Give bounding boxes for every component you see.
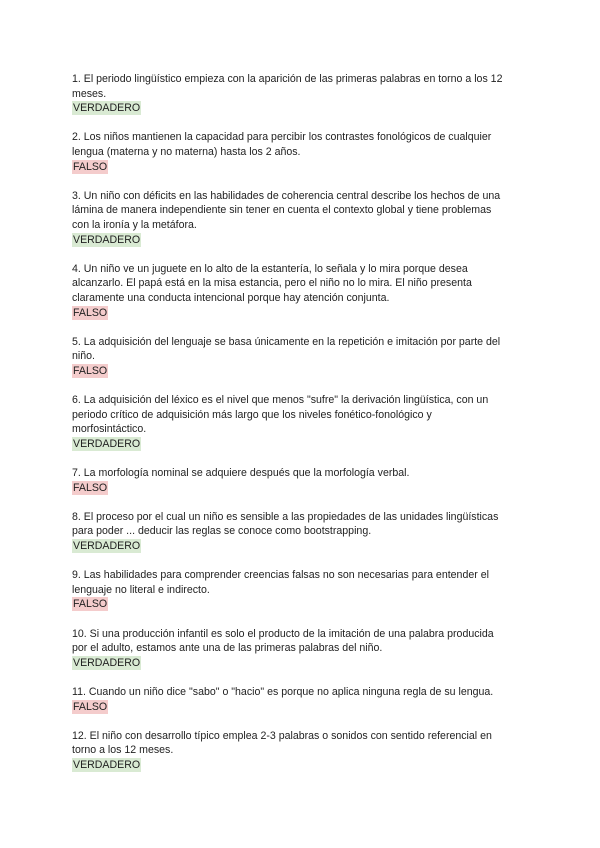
question-item: [72, 189, 532, 247]
question-text-line: 9. Las habilidades para comprender creencias falsas no son necesarias para entender el: [72, 569, 489, 582]
question-text-line: niño.: [72, 350, 95, 363]
question-item: [72, 72, 532, 116]
question-item: [72, 685, 532, 714]
question-text-line: por el adulto, estamos ante una de las primeras palabras del niño.: [72, 642, 383, 655]
question-item: [72, 130, 532, 174]
question-text-line: 6. La adquisición del léxico es el nivel que menos "sufre" la derivación lingüística, con un: [72, 394, 489, 407]
document-page: [72, 72, 532, 787]
question-item: [72, 393, 532, 451]
question-text-line: 10. Si una producción infantil es solo el producto de la imitación de una palabra producida: [72, 627, 494, 640]
question-text-line: lengua (materna y no materna) hasta los 2 años.: [72, 145, 301, 158]
question-text-line: claramente una conducta intencional porque hay atención conjunta.: [72, 291, 390, 304]
answer-false: FALSO: [73, 481, 108, 494]
question-text-line: lámina de manera independiente sin tener en cuenta el contexto global y tiene problemas: [72, 204, 492, 217]
question-text-line: 8. El proceso por el cual un niño es sensible a las propiedades de las unidades lingüísticas: [72, 510, 499, 523]
question-text-line: 7. La morfología nominal se adquiere después que la morfología verbal.: [72, 467, 410, 480]
answer-true: VERDADERO: [73, 656, 141, 669]
question-text-line: alcanzarlo. El papá está en la misa estancia, pero el niño no lo mira. El niño presenta: [72, 277, 472, 290]
question-item: [72, 729, 532, 773]
question-item: [72, 335, 532, 379]
question-text-line: 3. Un niño con déficits en las habilidades de coherencia central describe los hechos de una: [72, 189, 501, 202]
question-text-line: morfosintáctico.: [72, 423, 147, 436]
question-text-line: 2. Los niños mantienen la capacidad para percibir los contrastes fonológicos de cualquier: [72, 131, 492, 144]
question-text-line: 11. Cuando un niño dice "sabo" o "hacio" es porque no aplica ninguna regla de su lengua.: [72, 685, 494, 698]
question-text-line: 12. El niño con desarrollo típico emplea 2-3 palabras o sonidos con sentido referencial en: [72, 729, 492, 742]
answer-true: VERDADERO: [73, 540, 141, 552]
answer-true: VERDADERO: [73, 233, 141, 246]
question-text-line: periodo crítico de adquisición más largo que los niveles fonético-fonológico y: [72, 408, 432, 421]
answer-false: FALSO: [73, 306, 108, 319]
question-item: [72, 568, 532, 612]
question-item: [72, 262, 532, 320]
question-text-line: lenguaje no literal e indirecto.: [72, 583, 210, 596]
question-item: [72, 466, 532, 495]
question-text-line: para poder ... deducir las reglas se conoce como bootstrapping.: [72, 525, 372, 538]
answer-true: VERDADERO: [73, 758, 141, 771]
question-text-line: 5. La adquisición del lenguaje se basa únicamente en la repetición e imitación por parte del: [72, 335, 501, 348]
question-item: [72, 627, 532, 671]
answer-false: FALSO: [73, 160, 108, 173]
question-item: [72, 510, 532, 554]
question-text-line: 1. El periodo lingüístico empieza con la aparición de las primeras palabras en torno a los 12: [72, 73, 503, 85]
answer-false: FALSO: [73, 598, 108, 611]
answer-true: VERDADERO: [73, 102, 141, 115]
answer-false: FALSO: [73, 364, 108, 377]
question-text-line: torno a los 12 meses.: [72, 744, 174, 757]
answer-false: FALSO: [73, 700, 108, 713]
question-text-line: 4. Un niño ve un juguete en lo alto de la estantería, lo señala y lo mira porque desea: [72, 262, 468, 275]
answer-true: VERDADERO: [73, 437, 141, 450]
question-text-line: con la ironía y la metáfora.: [72, 218, 197, 231]
question-text-line: meses.: [72, 87, 107, 100]
